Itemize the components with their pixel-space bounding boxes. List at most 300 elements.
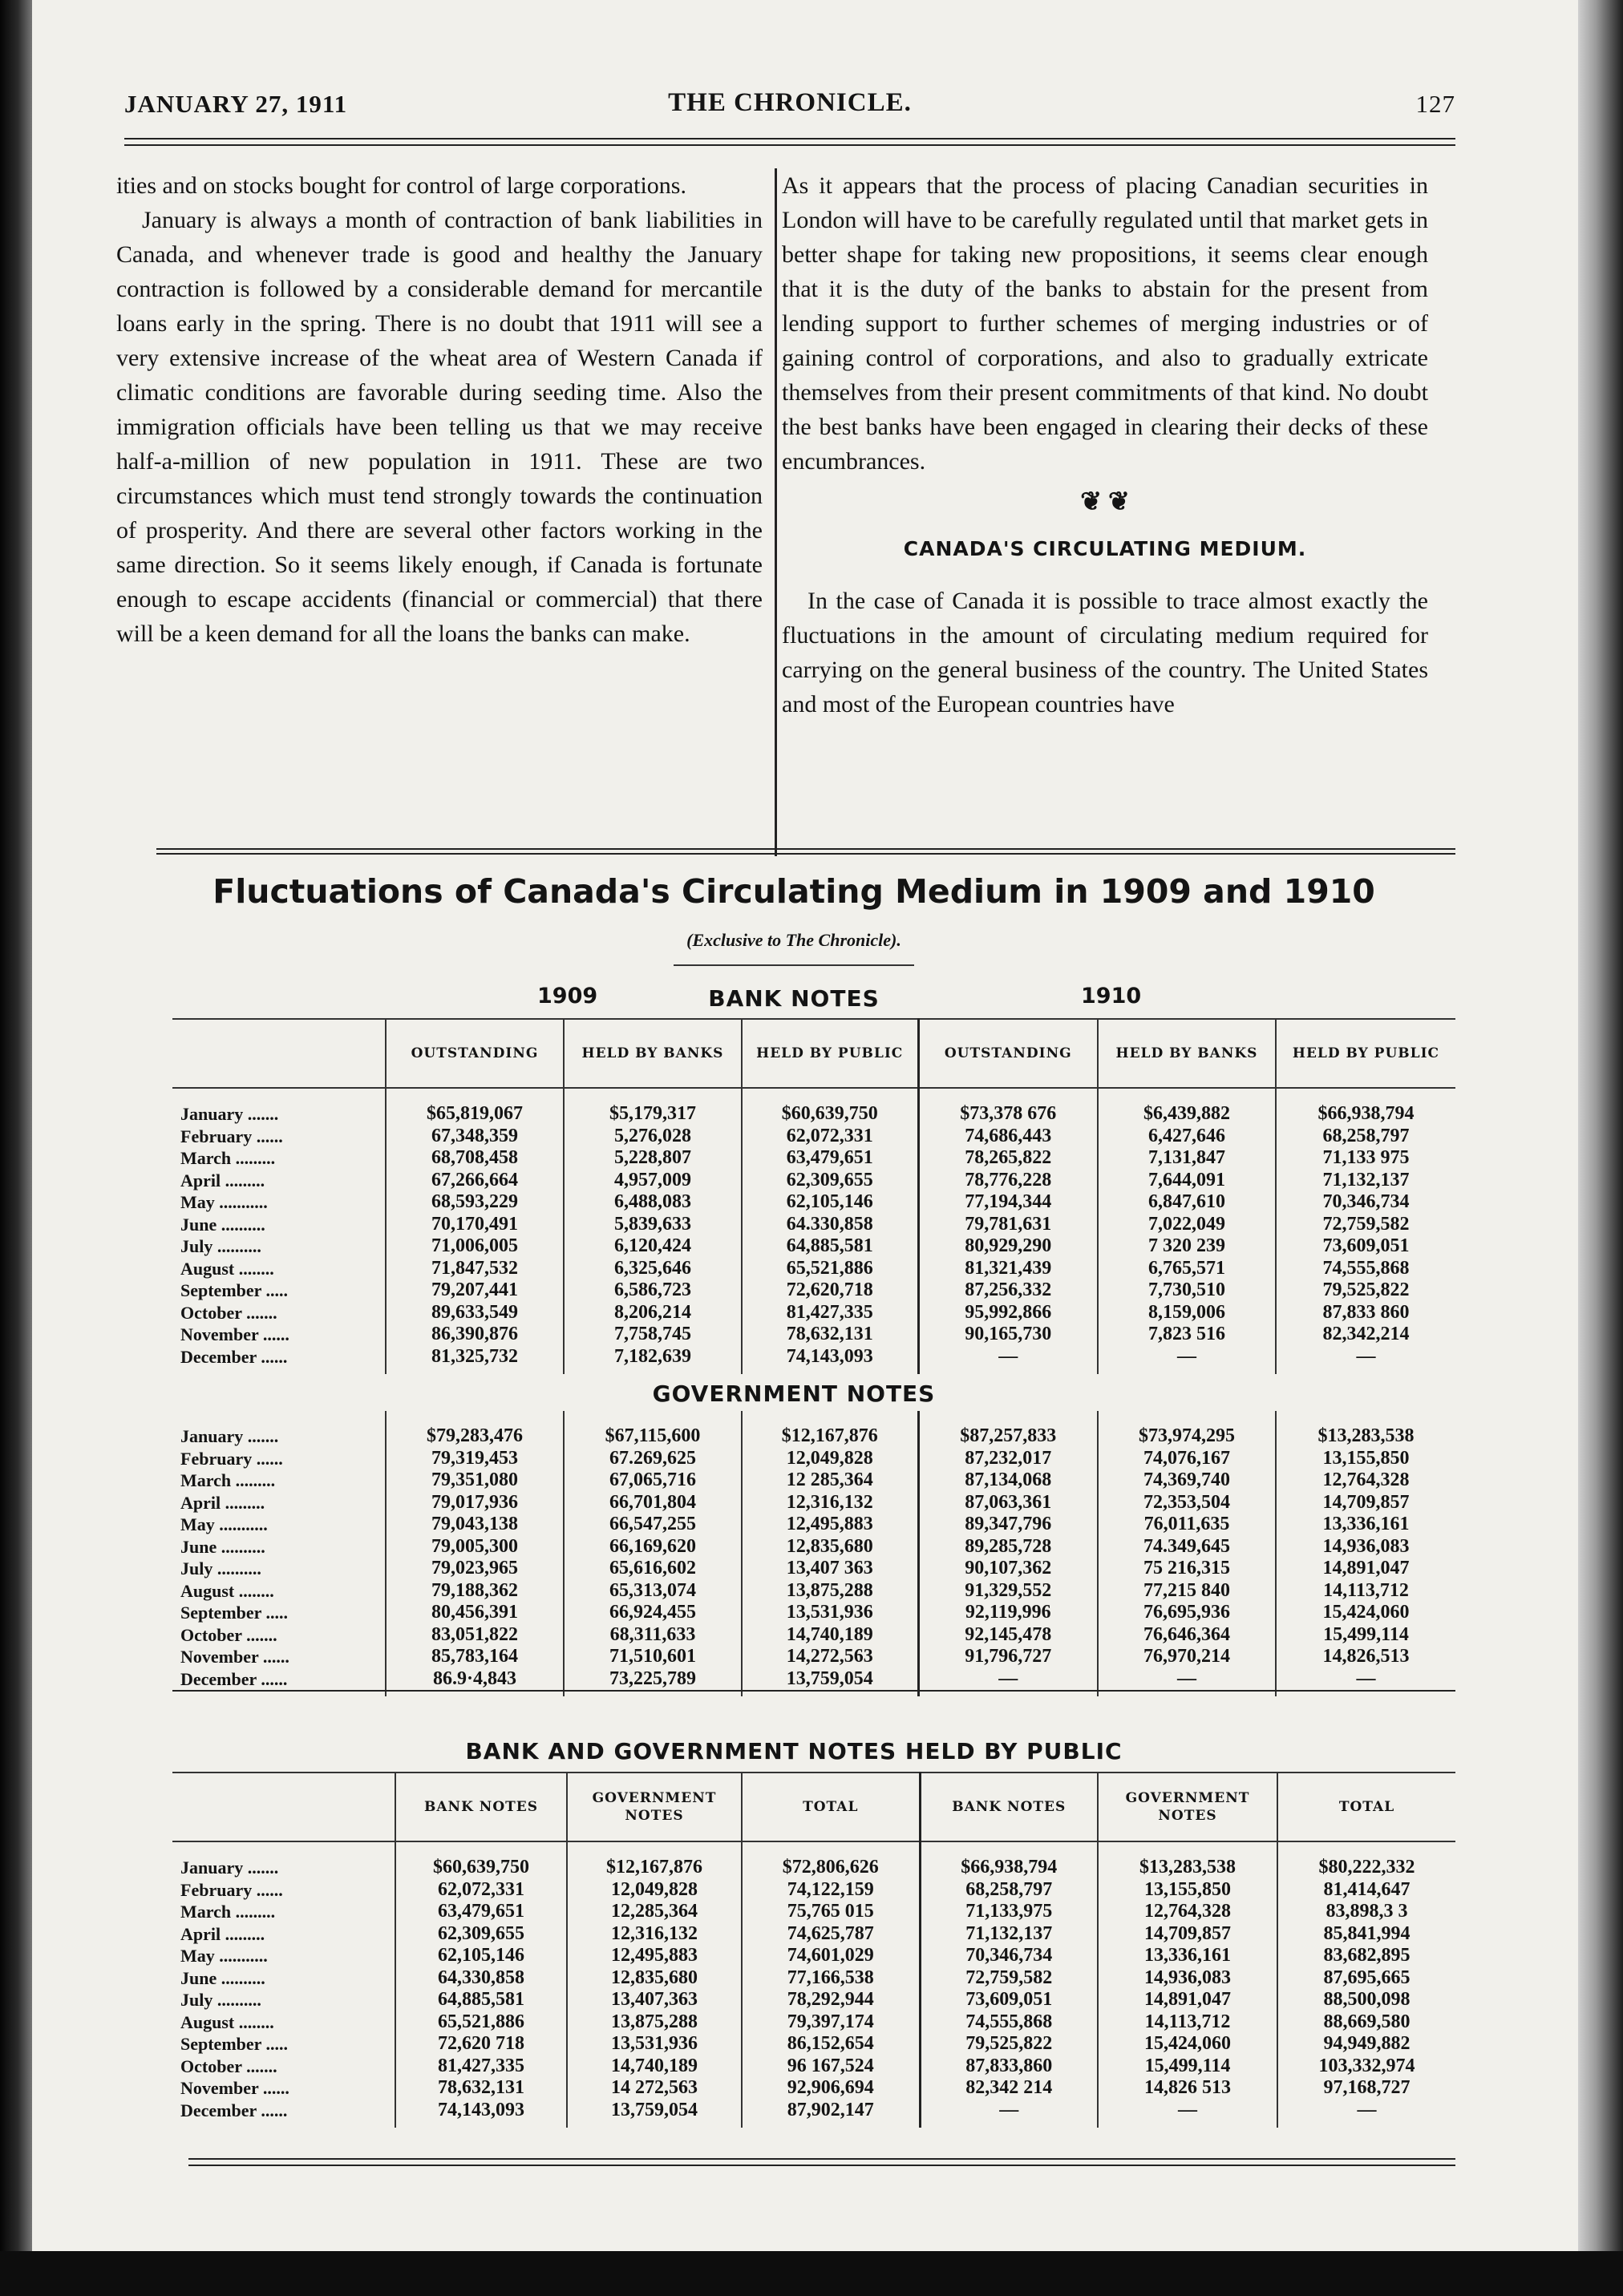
table-row [172,1088,1455,1126]
value-cell: $65,819,067 [386,1088,564,1126]
value-cell: 15,424,060 [1098,2033,1277,2055]
leader-dots: ...... [252,1448,283,1469]
value-cell: 14,740,189 [567,2055,742,2078]
value-cell: 86,152,654 [742,2033,920,2055]
value-cell: $72,806,626 [742,1841,920,1879]
table-row [172,1324,1455,1346]
month-cell: April ......... [180,1170,265,1190]
value-cell: 5,276,028 [564,1126,742,1148]
leader-dots: ....... [241,1302,277,1323]
tables-subtitle: (Exclusive to The Chronicle). [686,930,901,950]
column-header: GOVERNMENT NOTES [567,1773,742,1841]
table-rule [172,1690,1455,1692]
table-row [172,1258,1455,1280]
table-row [172,1514,1455,1536]
month-cell: February ...... [180,1448,283,1469]
month-cell: February ...... [180,1879,283,1900]
value-cell: 68,593,229 [386,1191,564,1214]
value-cell: 79,397,174 [742,2011,920,2034]
value-cell: 12,764,328 [1098,1901,1277,1923]
column-header: HELD BY BANKS [564,1019,742,1088]
value-cell: 13,155,850 [1098,1879,1277,1902]
month-cell: July .......... [180,1558,261,1578]
table-row [172,1668,1455,1697]
value-cell: 90,165,730 [918,1324,1098,1346]
value-cell: 14,936,083 [1276,1536,1455,1558]
leader-dots: ...... [256,2100,288,2120]
value-cell: 6,586,723 [564,1279,742,1302]
column-header: BANK NOTES [395,1773,567,1841]
month-cell: December ...... [180,1668,288,1689]
value-cell: 74,076,167 [1098,1448,1276,1470]
value-cell: $60,639,750 [395,1841,567,1879]
year-1909: 1909 [537,984,598,1009]
leader-dots: ..... [261,2034,289,2054]
value-cell: 13,531,936 [742,1602,918,1624]
month-cell: September ..... [180,1603,289,1623]
value-cell: 13,531,936 [567,2033,742,2055]
value-cell: 13,336,161 [1276,1514,1455,1536]
value-cell: 68,708,458 [386,1147,564,1170]
value-cell: 12,049,828 [567,1879,742,1902]
value-cell: 71,847,532 [386,1258,564,1280]
value-cell: — [1098,1668,1276,1697]
value-cell: 83,051,822 [386,1624,564,1647]
value-cell: 7,131,847 [1098,1147,1276,1170]
value-cell: 74,625,787 [742,1923,920,1946]
paragraph: As it appears that the process of placing Canadian securities in London will have to be carefully regulated until that market gets in better shape for taking new propositions, it seems clear enough that it is the duty of the banks to abstain for the present from lending support to further schemes of merging industries or of gaining control of corporations, and also to gradually extricate themselves from their present commitments of that kind. No doubt the best banks have been engaged in clearing their decks of these encumbrances. [782,172,1428,475]
public-notes-heading: BANK AND GOVERNMENT NOTES HELD BY PUBLIC [465,1738,1123,1764]
value-cell: 89,347,796 [918,1514,1098,1536]
column-header: BANK NOTES [920,1773,1098,1841]
value-cell: 92,145,478 [918,1624,1098,1647]
value-cell: 74,555,868 [1276,1258,1455,1280]
value-cell: 7,823 516 [1098,1324,1276,1346]
value-cell: 81,414,647 [1277,1879,1455,1902]
value-cell: 14,826 513 [1098,2077,1277,2100]
value-cell: 79,351,080 [386,1469,564,1492]
leader-dots: ........ [234,1258,274,1279]
table-row [172,1279,1455,1302]
value-cell: 14,891,047 [1098,1989,1277,2011]
leader-dots: ...... [258,1647,289,1667]
leader-dots: ........ [234,1580,274,1601]
left-column [116,168,763,651]
value-cell: 62,105,146 [742,1191,918,1214]
value-cell: 94,949,882 [1277,2033,1455,2055]
leader-dots: ......... [231,1902,276,1922]
value-cell: — [918,1346,1098,1375]
table-row [172,1624,1455,1647]
bank-notes-table [172,1018,1455,1374]
value-cell: 6,765,571 [1098,1258,1276,1280]
table-body [172,1088,1455,1374]
value-cell: 79,525,822 [1276,1279,1455,1302]
value-cell: 78,632,131 [395,2077,567,2100]
value-cell: 74,143,093 [395,2100,567,2128]
month-cell: October ....... [180,1302,277,1323]
public-notes-table [172,1772,1455,2128]
table-row [172,1147,1455,1170]
table-row [172,1411,1455,1448]
value-cell: $13,283,538 [1276,1411,1455,1448]
month-cell: May ........... [180,1192,268,1212]
value-cell: 7 320 239 [1098,1235,1276,1258]
paragraph: In the case of Canada it is possible to trace almost exactly the fluctuations in the amount of circulating medium required for carrying on the general business of the country. The United States and most of the European countries have [782,588,1428,718]
value-cell: 73,225,789 [564,1668,742,1697]
month-cell: January ....... [180,1104,279,1124]
table-row [172,1879,1455,1902]
paragraph: January is always a month of contraction of bank liabilities in Canada, and whenever trade is good and healthy the January contraction is followed by a considerable demand for mercantile loans early in the spring. There is no doubt that 1911 will see a very extensive increase of the wheat area of Western Canada if climatic conditions are favorable during seeding time. Also the immigration officials have been telling us that we may receive half-a-million of new population in 1911. These are two circumstances which must tend strongly towards the continuation of prosperity. And there are several other factors working in the same direction. So it seems likely enough, if Canada is fortunate enough to escape accidents (financial or commercial) that there will be a keen demand for all the loans the banks can make. [116,207,763,647]
paragraph: ities and on stocks bought for control of large corporations. [116,172,686,199]
running-header [124,90,1455,130]
value-cell: 71,133,975 [920,1901,1098,1923]
value-cell: 7,182,639 [564,1346,742,1375]
leader-dots: .......... [212,1990,261,2010]
month-cell: April ......... [180,1923,265,1944]
month-cell: August ........ [180,2011,274,2032]
table-row [172,1989,1455,2011]
leader-dots: ....... [243,1104,279,1124]
month-cell: November ...... [180,1647,289,1667]
government-notes-table [172,1411,1455,1696]
value-cell: 78,265,822 [918,1147,1098,1170]
value-cell: — [1098,2100,1277,2128]
table-row [172,1945,1455,1967]
value-cell: 64,885,581 [395,1989,567,2011]
month-cell: August ........ [180,1258,274,1279]
value-cell: 87,256,332 [918,1279,1098,1302]
value-cell: 97,168,727 [1277,2077,1455,2100]
leader-dots: ......... [231,1148,276,1168]
value-cell: 15,424,060 [1276,1602,1455,1624]
value-cell: 81,427,335 [742,1302,918,1324]
value-cell: 88,500,098 [1277,1989,1455,2011]
leader-dots: ......... [221,1923,265,1944]
value-cell: 88,669,580 [1277,2011,1455,2034]
value-cell: 74,143,093 [742,1346,918,1375]
value-cell: $73,974,295 [1098,1411,1276,1448]
value-cell: 87,833,860 [920,2055,1098,2078]
value-cell: 13,875,288 [567,2011,742,2034]
government-notes-heading: GOVERNMENT NOTES [652,1380,936,1407]
leader-dots: ........... [214,1192,268,1212]
ornament: ❦ ❦ [1080,487,1130,515]
value-cell: 67,065,716 [564,1469,742,1492]
value-cell: 13,759,054 [742,1668,918,1697]
value-cell: $80,222,332 [1277,1841,1455,1879]
leader-dots: ........... [214,1946,268,1966]
value-cell: 12,835,680 [567,1967,742,1990]
value-cell: 67.269,625 [564,1448,742,1470]
table-row [172,1967,1455,1990]
value-cell: 71,132,137 [920,1923,1098,1946]
value-cell: 73,609,051 [1276,1235,1455,1258]
value-cell: 14,709,857 [1276,1492,1455,1514]
table-row [172,1841,1455,1879]
value-cell: 77,166,538 [742,1967,920,1990]
value-cell: 6,325,646 [564,1258,742,1280]
value-cell: 81,321,439 [918,1258,1098,1280]
leader-dots: .......... [217,1214,265,1235]
value-cell: 7,644,091 [1098,1170,1276,1192]
value-cell: — [1276,1668,1455,1697]
value-cell: 77,194,344 [918,1191,1098,1214]
value-cell: 12,835,680 [742,1536,918,1558]
scan-border [0,2251,1623,2296]
value-cell: 81,325,732 [386,1346,564,1375]
month-cell: July .......... [180,1236,261,1256]
value-cell: 12 285,364 [742,1469,918,1492]
value-cell: 92,119,996 [918,1602,1098,1624]
month-cell: April ......... [180,1492,265,1513]
leader-dots: ...... [252,1126,283,1146]
value-cell: 78,776,228 [918,1170,1098,1192]
value-cell: 71,510,601 [564,1646,742,1668]
value-cell: 103,332,974 [1277,2055,1455,2078]
value-cell: 87,134,068 [918,1469,1098,1492]
value-cell: 79,188,362 [386,1580,564,1603]
month-cell: May ........... [180,1514,268,1534]
value-cell: 12,495,883 [567,1945,742,1967]
leader-dots: .......... [217,1536,265,1557]
column-header: HELD BY PUBLIC [1276,1019,1455,1088]
value-cell: 65,313,074 [564,1580,742,1603]
value-cell: $12,167,876 [567,1841,742,1879]
value-cell: 83,682,895 [1277,1945,1455,1967]
value-cell: 74,369,740 [1098,1469,1276,1492]
table-row [172,1923,1455,1946]
table-body [172,1411,1455,1696]
value-cell: 62,309,655 [395,1923,567,1946]
value-cell: 71,133 975 [1276,1147,1455,1170]
leader-dots: ..... [261,1603,289,1623]
leader-dots: ....... [241,1624,277,1645]
value-cell: 73,609,051 [920,1989,1098,2011]
value-cell: 86,390,876 [386,1324,564,1346]
value-cell: 13,155,850 [1276,1448,1455,1470]
value-cell: 81,427,335 [395,2055,567,2078]
month-cell: May ........... [180,1946,268,1966]
value-cell: 62,309,655 [742,1170,918,1192]
month-header [172,1019,386,1088]
value-cell: 83,898,3 3 [1277,1901,1455,1923]
value-cell: $5,179,317 [564,1088,742,1126]
value-cell: 6,488,083 [564,1191,742,1214]
right-column [782,168,1428,722]
article-heading: CANADA'S CIRCULATING MEDIUM. [903,537,1307,560]
value-cell: 79,005,300 [386,1536,564,1558]
leader-dots: ....... [243,1857,279,1878]
value-cell: 67,266,664 [386,1170,564,1192]
leader-dots: .......... [212,1236,261,1256]
value-cell: 8,159,006 [1098,1302,1276,1324]
value-cell: 14 272,563 [567,2077,742,2100]
value-cell: 64,885,581 [742,1235,918,1258]
page-number: 127 [1415,90,1455,118]
table-row [172,2011,1455,2034]
leader-dots: ...... [258,2078,289,2098]
value-cell: 86.9·4,843 [386,1668,564,1697]
table-row [172,1214,1455,1236]
column-header: HELD BY BANKS [1098,1019,1276,1088]
leader-dots: ........... [214,1514,268,1534]
value-cell: 82,342 214 [920,2077,1098,2100]
value-cell: 91,796,727 [918,1646,1098,1668]
value-cell: 65,521,886 [742,1258,918,1280]
header-rule [124,138,1455,139]
value-cell: 14,891,047 [1276,1558,1455,1580]
value-cell: 5,839,633 [564,1214,742,1236]
value-cell: 74,122,159 [742,1879,920,1902]
column-header: OUTSTANDING [386,1019,564,1088]
table-row [172,1170,1455,1192]
value-cell: 75 216,315 [1098,1558,1276,1580]
value-cell: 14,740,189 [742,1624,918,1647]
value-cell: 6,847,610 [1098,1191,1276,1214]
value-cell: 68,258,797 [1276,1126,1455,1148]
value-cell: 12,764,328 [1276,1469,1455,1492]
value-cell: 74,601,029 [742,1945,920,1967]
value-cell: 63,479,651 [742,1147,918,1170]
value-cell: 13,407,363 [567,1989,742,2011]
table-row [172,1536,1455,1558]
value-cell: — [1276,1346,1455,1375]
value-cell: 78,632,131 [742,1324,918,1346]
value-cell: 74.349,645 [1098,1536,1276,1558]
column-header: GOVERNMENT NOTES [1098,1773,1277,1841]
value-cell: 7,022,049 [1098,1214,1276,1236]
table-row [172,2033,1455,2055]
value-cell: 76,695,936 [1098,1602,1276,1624]
table-header-row [172,1019,1455,1088]
table-row [172,2100,1455,2128]
month-cell: January ....... [180,1426,279,1446]
value-cell: $66,938,794 [920,1841,1098,1879]
value-cell: 77,215 840 [1098,1580,1276,1603]
leader-dots: ......... [221,1170,265,1190]
value-cell: 13,336,161 [1098,1945,1277,1967]
value-cell: 62,072,331 [395,1879,567,1902]
value-cell: 79,781,631 [918,1214,1098,1236]
table-body [172,1841,1455,2128]
section-rule-2 [156,853,1455,855]
value-cell: 72,759,582 [1276,1214,1455,1236]
value-cell: 76,646,364 [1098,1624,1276,1647]
month-cell: March ......... [180,1148,276,1168]
value-cell: 12,316,132 [567,1923,742,1946]
value-cell: 15,499,114 [1276,1624,1455,1647]
value-cell: 63,479,651 [395,1901,567,1923]
month-header [172,1773,395,1841]
value-cell: 85,783,164 [386,1646,564,1668]
value-cell: $13,283,538 [1098,1841,1277,1879]
value-cell: 62,072,331 [742,1126,918,1148]
value-cell: 67,348,359 [386,1126,564,1148]
month-cell: March ......... [180,1470,276,1490]
header-title: THE CHRONICLE. [668,88,912,117]
value-cell: 7,758,745 [564,1324,742,1346]
value-cell: 6,427,646 [1098,1126,1276,1148]
value-cell: 14,272,563 [742,1646,918,1668]
month-cell: October ....... [180,1624,277,1645]
value-cell: 96 167,524 [742,2055,920,2078]
month-cell: November ...... [180,2078,289,2098]
value-cell: — [1277,2100,1455,2128]
value-cell: 72,620 718 [395,2033,567,2055]
value-cell: 4,957,009 [564,1170,742,1192]
bottom-rule [188,2158,1455,2160]
column-header: TOTAL [1277,1773,1455,1841]
value-cell: 65,521,886 [395,2011,567,2034]
value-cell: 87,902,147 [742,2100,920,2128]
value-cell: 12,495,883 [742,1514,918,1536]
month-cell: September ..... [180,2034,289,2054]
leader-dots: ...... [252,1879,283,1900]
value-cell: 79,319,453 [386,1448,564,1470]
value-cell: 14,709,857 [1098,1923,1277,1946]
value-cell: 5,228,807 [564,1147,742,1170]
value-cell: 64,330,858 [395,1967,567,1990]
value-cell: 8,206,214 [564,1302,742,1324]
value-cell: $66,938,794 [1276,1088,1455,1126]
value-cell: 12,285,364 [567,1901,742,1923]
value-cell: 70,346,734 [1276,1191,1455,1214]
value-cell: 7,730,510 [1098,1279,1276,1302]
value-cell: 87,695,665 [1277,1967,1455,1990]
value-cell: 80,929,290 [918,1235,1098,1258]
value-cell: 89,285,728 [918,1536,1098,1558]
month-cell: July .......... [180,1990,261,2010]
value-cell: 72,759,582 [920,1967,1098,1990]
value-cell: 14,113,712 [1098,2011,1277,2034]
value-cell: 68,258,797 [920,1879,1098,1902]
leader-dots: ...... [256,1668,288,1689]
table-row [172,1302,1455,1324]
bottom-rule-2 [188,2165,1455,2166]
value-cell: 65,616,602 [564,1558,742,1580]
value-cell: 79,017,936 [386,1492,564,1514]
value-cell: $12,167,876 [742,1411,918,1448]
table-header-row [172,1773,1455,1841]
value-cell: 66,701,804 [564,1492,742,1514]
month-cell: February ...... [180,1126,283,1146]
value-cell: 89,633,549 [386,1302,564,1324]
value-cell: 79,525,822 [920,2033,1098,2055]
value-cell: 87,833 860 [1276,1302,1455,1324]
month-cell: August ........ [180,1580,274,1601]
leader-dots: ....... [243,1426,279,1446]
table-row [172,1126,1455,1148]
value-cell: 66,547,255 [564,1514,742,1536]
leader-dots: .......... [217,1967,265,1988]
tables-title: Fluctuations of Canada's Circulating Medium in 1909 and 1910 [212,872,1375,911]
value-cell: 72,353,504 [1098,1492,1276,1514]
value-cell: 71,132,137 [1276,1170,1455,1192]
bank-notes-heading: BANK NOTES [708,985,880,1012]
value-cell: 66,924,455 [564,1602,742,1624]
month-cell: December ...... [180,1346,288,1367]
value-cell: $87,257,833 [918,1411,1098,1448]
leader-dots: ..... [261,1280,289,1300]
table-row [172,1235,1455,1258]
value-cell: 14,113,712 [1276,1580,1455,1603]
value-cell: 64.330,858 [742,1214,918,1236]
value-cell: 66,169,620 [564,1536,742,1558]
title-rule [674,964,914,966]
month-cell: June .......... [180,1536,265,1557]
value-cell: — [918,1668,1098,1697]
